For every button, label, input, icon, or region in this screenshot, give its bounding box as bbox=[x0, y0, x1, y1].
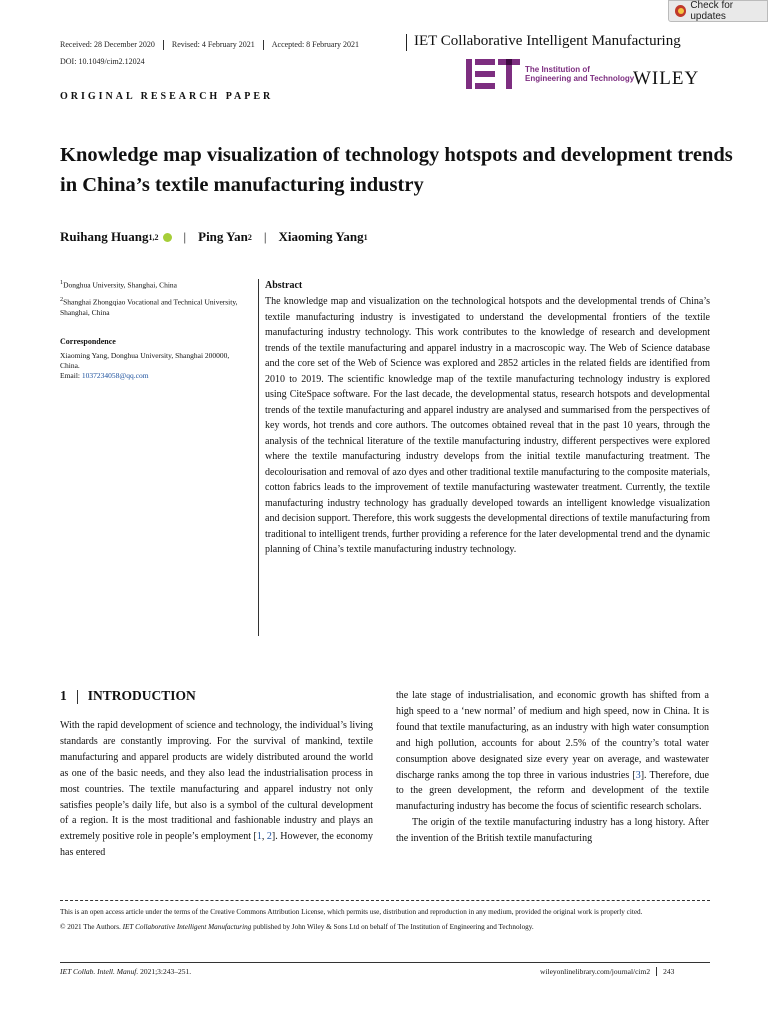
crossmark-icon bbox=[675, 5, 686, 17]
iet-logo-mark-icon bbox=[466, 59, 520, 89]
citation-journal: IET Collab. Intell. Manuf. bbox=[60, 967, 139, 976]
author-affiliation-sup: 2 bbox=[247, 232, 252, 242]
footnote bbox=[60, 907, 712, 933]
iet-name-line2: Engineering and Technology bbox=[525, 74, 635, 83]
citation-link[interactable]: 2 bbox=[266, 831, 272, 843]
section-number: 1 bbox=[60, 688, 67, 703]
page-footer-right bbox=[540, 967, 674, 976]
iet-name bbox=[525, 65, 634, 83]
author-affiliation-sup: 1,2 bbox=[148, 232, 159, 242]
email-link[interactable]: 1037234058@qq.com bbox=[81, 371, 149, 380]
paragraph bbox=[396, 688, 709, 815]
accepted-date: Accepted: 8 February 2021 bbox=[271, 40, 360, 49]
check-for-updates-label: Check for updates bbox=[690, 0, 734, 22]
citation-link[interactable]: 1 bbox=[256, 831, 262, 843]
copyright-journal: IET Collaborative Intelligent Manufacturing bbox=[122, 923, 252, 931]
check-for-updates-button[interactable] bbox=[668, 0, 768, 22]
affiliation-text: Shanghai Zhongqiao Vocational and Technical University, Shanghai, China bbox=[60, 297, 238, 317]
footer-divider bbox=[656, 967, 657, 976]
iet-logo bbox=[466, 59, 634, 89]
footnote-rule bbox=[60, 900, 710, 901]
journal-url[interactable]: wileyonlinelibrary.com/journal/cim2 bbox=[540, 967, 651, 976]
email-label: Email: bbox=[60, 371, 80, 380]
article-history bbox=[60, 40, 359, 50]
citation-footer bbox=[60, 967, 191, 976]
orcid-icon[interactable] bbox=[163, 233, 172, 242]
copyright-suffix: published by John Wiley & Sons Ltd on behalf of The Institution of Engineering and Technology. bbox=[253, 923, 534, 931]
journal-name: IET Collaborative Intelligent Manufacturing bbox=[414, 33, 681, 49]
paragraph-text: ]. However, the economy has entered bbox=[60, 831, 374, 859]
citation-link[interactable]: 3 bbox=[635, 769, 641, 781]
author-name[interactable]: Ping Yan bbox=[198, 229, 248, 244]
doi[interactable]: DOI: 10.1049/cim2.12024 bbox=[60, 57, 145, 66]
abstract-heading: Abstract bbox=[265, 280, 303, 291]
affiliation-text: Donghua University, Shanghai, China bbox=[63, 280, 177, 290]
section-title: INTRODUCTION bbox=[87, 688, 196, 703]
paragraph-text: ]. Therefore, due to the green development, the reform and development of the textile manufacturing industry has become the focus of scientific research scholars. bbox=[396, 769, 709, 813]
correspondence-email bbox=[60, 371, 238, 381]
affiliation bbox=[60, 295, 238, 318]
affiliation-sup: 2 bbox=[60, 296, 64, 303]
iet-name-line1: The Institution of bbox=[525, 65, 590, 74]
author-name[interactable]: Xiaoming Yang bbox=[278, 229, 364, 244]
abstract-rule bbox=[258, 279, 259, 636]
paper-title: Knowledge map visualization of technology hotspots and development trends in China’s textile manufacturing industry bbox=[60, 144, 733, 196]
correspondence-text: Xiaoming Yang, Donghua University, Shanghai 200000, China. bbox=[60, 351, 230, 370]
page-footer-rule bbox=[60, 962, 710, 963]
wiley-logo: WILEY bbox=[633, 68, 700, 89]
correspondence bbox=[60, 337, 238, 381]
received-date: Received: 28 December 2020 bbox=[60, 40, 155, 49]
paragraph: The origin of the textile manufacturing industry has a long history. After the invention of the British textile manufacturing bbox=[396, 817, 709, 845]
citation-separator: , bbox=[261, 831, 267, 843]
license-text: This is an open access article under the terms of the Creative Commons Attribution License, which permits use, distribution and reproduction in any medium, provided the original work is properly cited. bbox=[60, 908, 643, 916]
citation-details: 2021;3:243–251. bbox=[140, 967, 192, 976]
author-separator: | bbox=[263, 229, 267, 244]
correspondence-label: Correspondence bbox=[60, 337, 116, 346]
copyright-prefix: © 2021 The Authors. bbox=[60, 923, 121, 931]
page-number: 243 bbox=[663, 967, 675, 976]
section-heading bbox=[60, 688, 196, 704]
revised-date: Revised: 4 February 2021 bbox=[171, 40, 255, 49]
journal-divider bbox=[406, 34, 407, 51]
affiliation-sup: 1 bbox=[60, 279, 64, 286]
abstract-text: The knowledge map and visualization on the technological hotspots and the developmental trends of China’s textile manufacturing industry is investigated to understand the developmental frontiers of the textile manufacturing industry technology. This work contributes to the knowledge of research and development trends of the textile manufacturing and apparel industry in a macroscopic way. The Web of Science database and the core set of the Web of Science was explored and 2852 articles in the related fields are identified from 2010 to 2019. The scientific knowledge map of the textile manufacturing technology industry is explored using CiteSpace software. For the last decade, the developmental status, research hotspots and developmental trends of the textile manufacturing and apparel industry are analysed and summarised from the perspectives of key words, hot trends and core authors. The outcomes obtained reveal that in the past 10 years, through the analysis of the technical literature of the textile manufacturing industry, different perspectives were explored where the textile manufacturing industry develops from the initial textile manufacturing treatment. The decolourisation and removal of azo dyes and other traditional textile manufacturing to the composite materials, cotton fabrics leads to the improvement of textile manufacturing wastewater treatment. Currently, the textile manufacturing industry technology has gradually developed towards an intelligent knowledge visualization and decision support. Therefore, this work suggests the developmental directions of textile manufacturing from traditional to intelligent trends, further providing a reference for the later developmental trend and the dynamic planning of China’s textile manufacturing industry technology. bbox=[265, 296, 710, 555]
author-name[interactable]: Ruihang Huang bbox=[60, 229, 149, 244]
body-column-right bbox=[396, 688, 709, 847]
author-separator: | bbox=[183, 229, 187, 244]
author-list bbox=[60, 229, 368, 245]
author-affiliation-sup: 1 bbox=[363, 232, 368, 242]
copyright-text bbox=[60, 922, 712, 933]
affiliation bbox=[60, 278, 238, 291]
body-column-left bbox=[60, 718, 373, 861]
paragraph-text: With the rapid development of science and technology, the individual’s living standards are constantly improving. For the survival of mankind, textile manufacturing and apparel products are widely distributed around the world as one of the basic needs, and they also lead the industrialisation process in most countries. The textile manufacturing and apparel industry not only satisfies people’s daily life, but also is a symbol of the cultural development of a region. It is the most traditional and fashionable industry and plays an extremely positive role in people’s employment [ bbox=[60, 720, 373, 843]
paragraph-text: the late stage of industrialisation, and economic growth has shifted from a high speed to a ‘new normal’ of medium and high speed, now in China. It is found that textile manufacturing, as an industry with high water consumption and high pollution, accounts for about 2.5% of the country’s total water consumption above designated size every year on average, and wastewater discharge ranks among the top three in various industries [ bbox=[396, 690, 709, 781]
paper-type: ORIGINAL RESEARCH PAPER bbox=[60, 91, 274, 102]
